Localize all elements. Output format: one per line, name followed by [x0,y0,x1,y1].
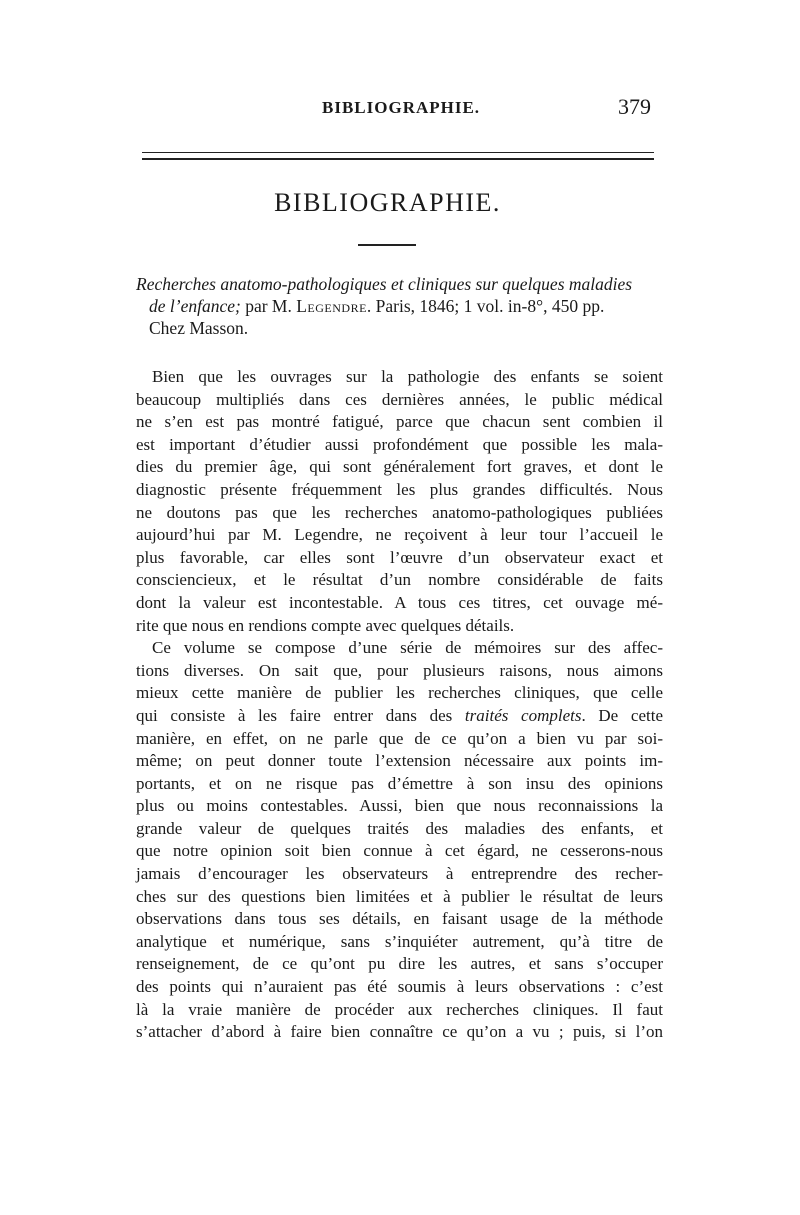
reference-title-part1: Recherches anatomo-pathologiques et cliniques sur quelques maladies [136,274,633,294]
text-line: s’attacher d’abord à faire bien connaître ce qu’on a vu ; puis, si l’on [136,1022,663,1042]
text-line: ne doutons pas que les recherches anatomo-pathologiques publiées [136,502,663,522]
text-line: portants, et on ne risque pas d’émettre à son insu des opinions [136,773,663,793]
review-body [136,366,663,1044]
text-line: tions diverses. On sait que, pour plusieurs raisons, nous aimons [136,660,663,680]
section-title: BIBLIOGRAPHIE. [274,188,501,217]
text-line: jamais d’encourager les observateurs à entreprendre des recher- [136,864,663,884]
text-fragment: . De cette [581,705,663,725]
italic-phrase: traités complets [464,705,582,725]
reference-line-1 [136,273,666,295]
text-line: grande valeur de quelques traités des maladies des enfants, et [136,818,663,838]
text-line: ches sur des questions bien limitées et à publier le résultat de leurs [136,886,663,906]
text-line: renseignement, de ce qu’ont pu dire les autres, et sans s’occuper [136,954,663,974]
title-short-rule [358,244,416,246]
reference-details: . Paris, 1846; 1 vol. in-8°, 450 pp. [366,296,605,316]
text-line: manière, en effet, on ne parle que de ce qu’on a bien vu par soi- [136,728,663,748]
text-line: dies du premier âge, qui sont généralement fort graves, et dont le [136,457,663,477]
text-line: Ce volume se compose d’une série de mémoires sur des affec- [152,638,663,658]
paragraph-1 [136,366,663,637]
reference-line-2 [136,295,666,317]
page-number: 379 [618,94,651,119]
text-line: des points qui n’auraient pas été soumis à leurs observations : c’est [136,977,663,997]
reference-publisher: Chez Masson. [149,318,249,338]
text-line: consciencieux, et le résultat d’un nombre considérable de faits [136,570,663,590]
text-line: dont la valeur est incontestable. A tous ces titres, cet ouvage mé- [136,592,663,612]
reference-title-part2: de l’enfance; [149,296,241,316]
text-line: est important d’étudier aussi profondément que possible les mala- [136,434,663,454]
text-line: mieux cette manière de publier les recherches cliniques, que celle [136,683,663,703]
reference-author: Legendre [296,296,367,316]
running-title: BIBLIOGRAPHIE. [322,98,481,117]
running-head [0,94,800,128]
text-line: là la vraie manière de procéder aux recherches cliniques. Il faut [136,999,663,1019]
text-line: Bien que les ouvrages sur la pathologie des enfants se soient [152,367,663,386]
text-line: beaucoup multipliés dans ces dernières années, le public médical [136,389,663,409]
bibliographic-reference [136,273,666,339]
text-line: plus ou moins contestables. Aussi, bien que nous reconnaissions la [136,796,663,816]
text-line: ne s’en est pas montré fatigué, parce que chacun sent combien il [136,412,663,432]
reference-by: par M. [240,296,297,316]
text-line: analytique et numérique, sans s’inquiéter autrement, qu’à titre de [136,931,663,951]
text-line: plus favorable, car elles sont l’œuvre d’un observateur exact et [136,547,663,567]
text-fragment: qui consiste à les faire entrer dans des [136,705,465,725]
header-double-rule [142,152,654,160]
text-line: observations dans tous ses détails, en faisant usage de la méthode [136,909,663,929]
text-line: même; on peut donner toute l’extension nécessaire aux points im- [136,751,663,771]
text-line: rite que nous en rendions compte avec quelques détails. [136,615,515,635]
text-line: que notre opinion soit bien connue à cet égard, ne cesserons-nous [136,841,663,861]
paragraph-2 [136,637,663,1044]
reference-line-3 [136,317,666,339]
text-line: aujourd’hui par M. Legendre, ne reçoivent à leur tour l’accueil le [136,525,663,545]
text-line-with-italic [136,705,663,728]
text-line: diagnostic présente fréquemment les plus grandes difficultés. Nous [136,479,663,499]
